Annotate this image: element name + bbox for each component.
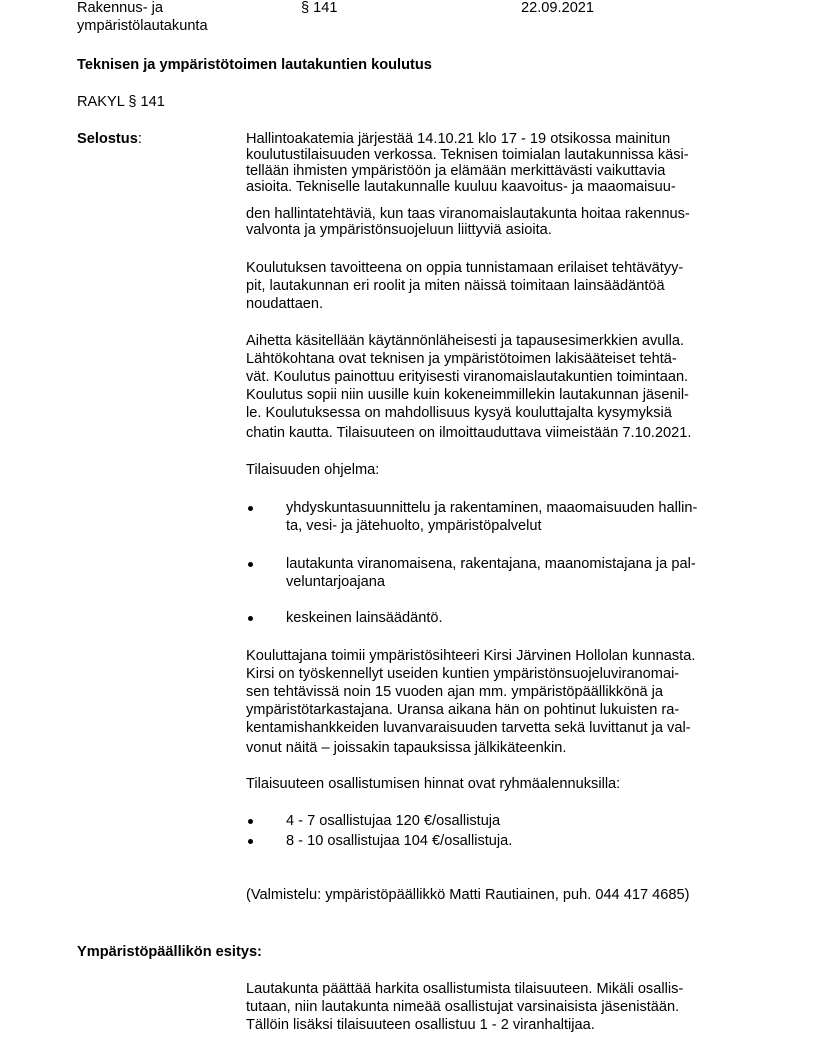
paragraph-1-line: valvonta ja ympäristönsuojeluun liittyviä asioita. xyxy=(246,222,552,238)
paragraph-4-line: Kirsi on työskennellyt useiden kuntien ympäristönsuojeluviranomai- xyxy=(246,666,680,682)
bullet-icon xyxy=(248,562,253,567)
paragraph-1-line: Hallintoakatemia järjestää 14.10.21 klo 17 - 19 otsikossa mainitun xyxy=(246,131,671,147)
committee-name-line2: ympäristölautakunta xyxy=(77,18,208,34)
program-item-line: keskeinen lainsäädäntö. xyxy=(286,610,443,626)
proposal-line: tutaan, niin lautakunta nimeää osallistujat varsinaisista jäsenistään. xyxy=(246,999,680,1015)
paragraph-1-line: den hallintatehtäviä, kun taas viranomaislautakunta hoitaa rakennus- xyxy=(246,206,690,222)
paragraph-2-line: pit, lautakunnan eri roolit ja miten näissä toimitaan lainsäädäntöä xyxy=(246,278,665,294)
paragraph-4-line: kentamishankkeiden luvanvaraisuuden tarvetta sekä luvittanut ja val- xyxy=(246,720,691,736)
committee-name-line1: Rakennus- ja xyxy=(77,0,163,16)
section-number: § 141 xyxy=(301,0,338,16)
paragraph-3-line: Aihetta käsitellään käytännönläheisesti ja tapausesimerkkien avulla. xyxy=(246,333,685,349)
program-item-line: yhdyskuntasuunnittelu ja rakentaminen, maaomaisuuden hallin- xyxy=(286,500,698,516)
bullet-icon xyxy=(248,819,253,824)
proposal-line: Tällöin lisäksi tilaisuuteen osallistuu 1 - 2 viranhaltijaa. xyxy=(246,1017,595,1033)
bullet-icon xyxy=(248,616,253,621)
price-item: 8 - 10 osallistujaa 104 €/osallistuja. xyxy=(286,833,513,849)
paragraph-4-line: Kouluttajana toimii ympäristösihteeri Kirsi Järvinen Hollolan kunnasta. xyxy=(246,648,696,664)
price-item: 4 - 7 osallistujaa 120 €/osallistuja xyxy=(286,813,501,829)
paragraph-1-line: koulutustilaisuuden verkossa. Teknisen toimialan lautakunnissa käsi- xyxy=(246,147,689,163)
program-item-line: ta, vesi- ja jätehuolto, ympäristöpalvelut xyxy=(286,518,542,534)
paragraph-3-line: Koulutus sopii niin uusille kuin kokeneimmillekin lautakunnan jäsenil- xyxy=(246,387,689,403)
bullet-icon xyxy=(248,506,253,511)
proposal-line: Lautakunta päättää harkita osallistumista tilaisuuteen. Mikäli osallis- xyxy=(246,981,684,997)
program-item-line: veluntarjoajana xyxy=(286,574,385,590)
paragraph-1-line: asioita. Tekniselle lautakunnalle kuuluu kaavoitus- ja maaomaisuu- xyxy=(246,179,676,195)
paragraph-3-line: chatin kautta. Tilaisuuteen on ilmoittauduttava viimeistään 7.10.2021. xyxy=(246,425,692,441)
paragraph-3-line: vät. Koulutus painottuu erityisesti viranomaislautakuntien toimintaan. xyxy=(246,369,689,385)
document-title: Teknisen ja ympäristötoimen lautakuntien koulutus xyxy=(77,57,432,73)
program-heading: Tilaisuuden ohjelma: xyxy=(246,462,380,478)
paragraph-2-line: Koulutuksen tavoitteena on oppia tunnistamaan erilaiset tehtävätyy- xyxy=(246,260,684,276)
meeting-date: 22.09.2021 xyxy=(521,0,595,16)
paragraph-1-line: tellään ihmisten ympäristöön ja elämään merkittävästi vaikuttavia xyxy=(246,163,666,179)
paragraph-3-line: le. Koulutuksessa on mahdollisuus kysyä kouluttajalta kysymyksiä xyxy=(246,405,672,421)
paragraph-3-line: Lähtökohtana ovat teknisen ja ympäristötoimen lakisääteiset tehtä- xyxy=(246,351,677,367)
paragraph-2-line: noudattaen. xyxy=(246,296,324,312)
prices-heading: Tilaisuuteen osallistumisen hinnat ovat ryhmäalennuksilla: xyxy=(246,776,621,792)
paragraph-4-line: vonut näitä – joissakin tapauksissa jälkikäteenkin. xyxy=(246,740,567,756)
bullet-icon xyxy=(248,839,253,844)
paragraph-4-line: sen tehtävissä noin 15 vuoden ajan mm. ympäristöpäällikkönä ja xyxy=(246,684,663,700)
selostus-label: Selostus: xyxy=(77,131,142,147)
reference-number: RAKYL § 141 xyxy=(77,94,165,110)
paragraph-4-line: ympäristötarkastajana. Uransa aikana hän on pohtinut lukuisten ra- xyxy=(246,702,680,718)
program-item-line: lautakunta viranomaisena, rakentajana, maanomistajana ja pal- xyxy=(286,556,696,572)
preparer-note: (Valmistelu: ympäristöpäällikkö Matti Rautiainen, puh. 044 417 4685) xyxy=(246,887,690,903)
proposal-heading: Ympäristöpäällikön esitys: xyxy=(77,944,262,960)
